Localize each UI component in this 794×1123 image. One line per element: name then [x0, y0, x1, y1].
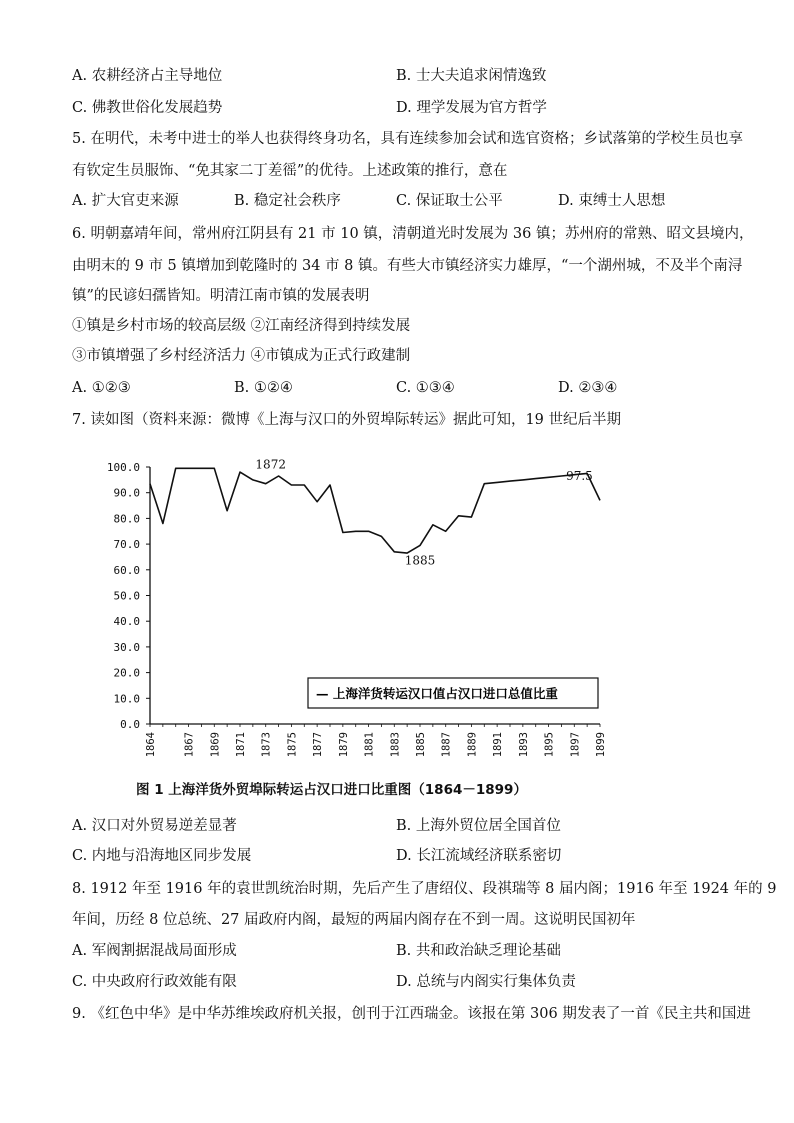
y-tick-label: 0.0 — [120, 718, 140, 731]
q6-option-a: A. ①②③ — [72, 380, 131, 396]
q7-option-a: A. 汉口对外贸易逆差显著 — [72, 818, 237, 834]
q5-option-a: A. 扩大官吏来源 — [72, 193, 179, 209]
y-tick-label: 50.0 — [113, 589, 140, 603]
q6-option-c: C. ①③④ — [396, 380, 455, 396]
q6-stem-line1: 6. 明朝嘉靖年间，常州府江阴县有 21 市 10 镇，清朝道光时发展为 36 镇；苏州府的常熟、昭文县境内， — [72, 226, 754, 242]
x-tick-label: 1893 — [517, 732, 530, 758]
q6-stem-line3: 镇”的民谚妇孺皆知。明清江南市镇的发展表明 — [72, 288, 370, 304]
y-tick-label: 20.0 — [113, 666, 140, 680]
x-tick-label: 1877 — [312, 732, 325, 758]
figure-caption: 图 1 上海洋货外贸埠际转运占汉口进口比重图（1864－1899） — [136, 782, 527, 798]
y-tick-label: 90.0 — [113, 486, 140, 500]
y-tick-labels — [107, 461, 150, 731]
q5-option-d: D. 束缚士人思想 — [558, 193, 666, 209]
x-tick-label: 1869 — [209, 732, 222, 758]
q7-stem: 7. 读如图（资料来源：微博《上海与汉口的外贸埠际转运》据此可知，19 世纪后半期 — [72, 412, 622, 428]
x-tick-label: 1871 — [235, 732, 247, 758]
q8-option-b: B. 共和政治缺乏理论基础 — [396, 943, 561, 959]
x-tick-label: 1867 — [183, 732, 196, 758]
x-tick-label: 1873 — [260, 732, 273, 758]
q5-stem-line1: 5. 在明代，未考中进士的举人也获得终身功名，具有连续参加会试和选官资格；乡试落第的学校生员也享 — [72, 131, 743, 147]
legend — [308, 678, 598, 708]
q4-option-d: D. 理学发展为官方哲学 — [396, 100, 547, 116]
q9-stem-line1: 9. 《红色中华》是中华苏维埃政府机关报，创刊于江西瑞金。该报在第 306 期发表了一首《民主共和国进 — [72, 1006, 751, 1022]
y-tick-label: 10.0 — [113, 692, 140, 706]
q7-option-c: C. 内地与沿海地区同步发展 — [72, 848, 252, 864]
y-tick-label: 80.0 — [113, 512, 140, 526]
q6-items-2: ③市镇增强了乡村经济活力 ④市镇成为正式行政建制 — [72, 348, 411, 364]
y-tick-label: 100.0 — [106, 461, 140, 474]
x-tick-label: 1885 — [415, 732, 427, 758]
legend-label: — 上海洋货转运汉口值占汉口进口总值比重 — [316, 686, 558, 701]
q6-option-b: B. ①②④ — [234, 380, 293, 396]
q7-option-d: D. 长江流域经济联系密切 — [396, 848, 562, 864]
q8-stem-line2: 年间，历经 8 位总统、27 届政府内阁，最短的两届内阁存在不到一周。这说明民国初年 — [72, 912, 636, 928]
annotation-label: 1885 — [404, 553, 436, 568]
q5-option-c: C. 保证取士公平 — [396, 193, 503, 209]
x-tick-labels — [145, 724, 607, 757]
x-tick-label: 1899 — [595, 732, 607, 758]
x-tick-label: 1897 — [569, 732, 582, 758]
q8-option-d: D. 总统与内阁实行集体负责 — [396, 974, 576, 990]
x-tick-label: 1881 — [363, 732, 376, 758]
x-tick-label: 1895 — [543, 732, 556, 758]
x-tick-label: 1887 — [440, 732, 453, 758]
x-tick-label: 1889 — [466, 732, 479, 758]
line-chart — [80, 452, 620, 772]
x-tick-label: 1875 — [286, 732, 299, 758]
x-tick-label: 1883 — [389, 732, 402, 758]
q5-option-b: B. 稳定社会秩序 — [234, 193, 341, 209]
q8-option-a: A. 军阀割据混战局面形成 — [72, 943, 237, 959]
q5-stem-line2: 有钦定生员服饰、“免其家二丁差徭”的优待。上述政策的推行，意在 — [72, 163, 508, 179]
annotation-label: 97.5 — [566, 468, 593, 483]
x-tick-label: 1864 — [145, 732, 157, 758]
q4-option-c: C. 佛教世俗化发展趋势 — [72, 100, 223, 116]
q7-option-b: B. 上海外贸位居全国首位 — [396, 818, 561, 834]
q4-option-b: B. 士大夫追求闲情逸致 — [396, 68, 547, 84]
x-tick-label: 1879 — [337, 732, 350, 758]
q8-stem-line1: 8. 1912 年至 1916 年的袁世凯统治时期，先后产生了唐绍仪、段祺瑞等 8 届内阁；1916 年至 1924 年的 9 — [72, 881, 777, 897]
y-tick-label: 40.0 — [113, 615, 140, 629]
y-tick-label: 30.0 — [113, 640, 140, 654]
series-line — [150, 468, 600, 553]
x-tick-label: 1891 — [492, 732, 505, 758]
q8-option-c: C. 中央政府行政效能有限 — [72, 974, 237, 990]
annotation-label: 1872 — [255, 457, 286, 472]
y-tick-label: 70.0 — [113, 538, 140, 552]
y-tick-label: 60.0 — [113, 563, 140, 577]
q6-option-d: D. ②③④ — [558, 380, 618, 396]
chart-annotations — [255, 457, 592, 567]
q6-stem-line2: 由明末的 9 市 5 镇增加到乾隆时的 34 市 8 镇。有些大市镇经济实力雄厚，“一个湖州城，不及半个南浔 — [72, 258, 743, 274]
q6-items-1: ①镇是乡村市场的较高层级 ②江南经济得到持续发展 — [72, 318, 411, 334]
q4-option-a: A. 农耕经济占主导地位 — [72, 68, 223, 84]
